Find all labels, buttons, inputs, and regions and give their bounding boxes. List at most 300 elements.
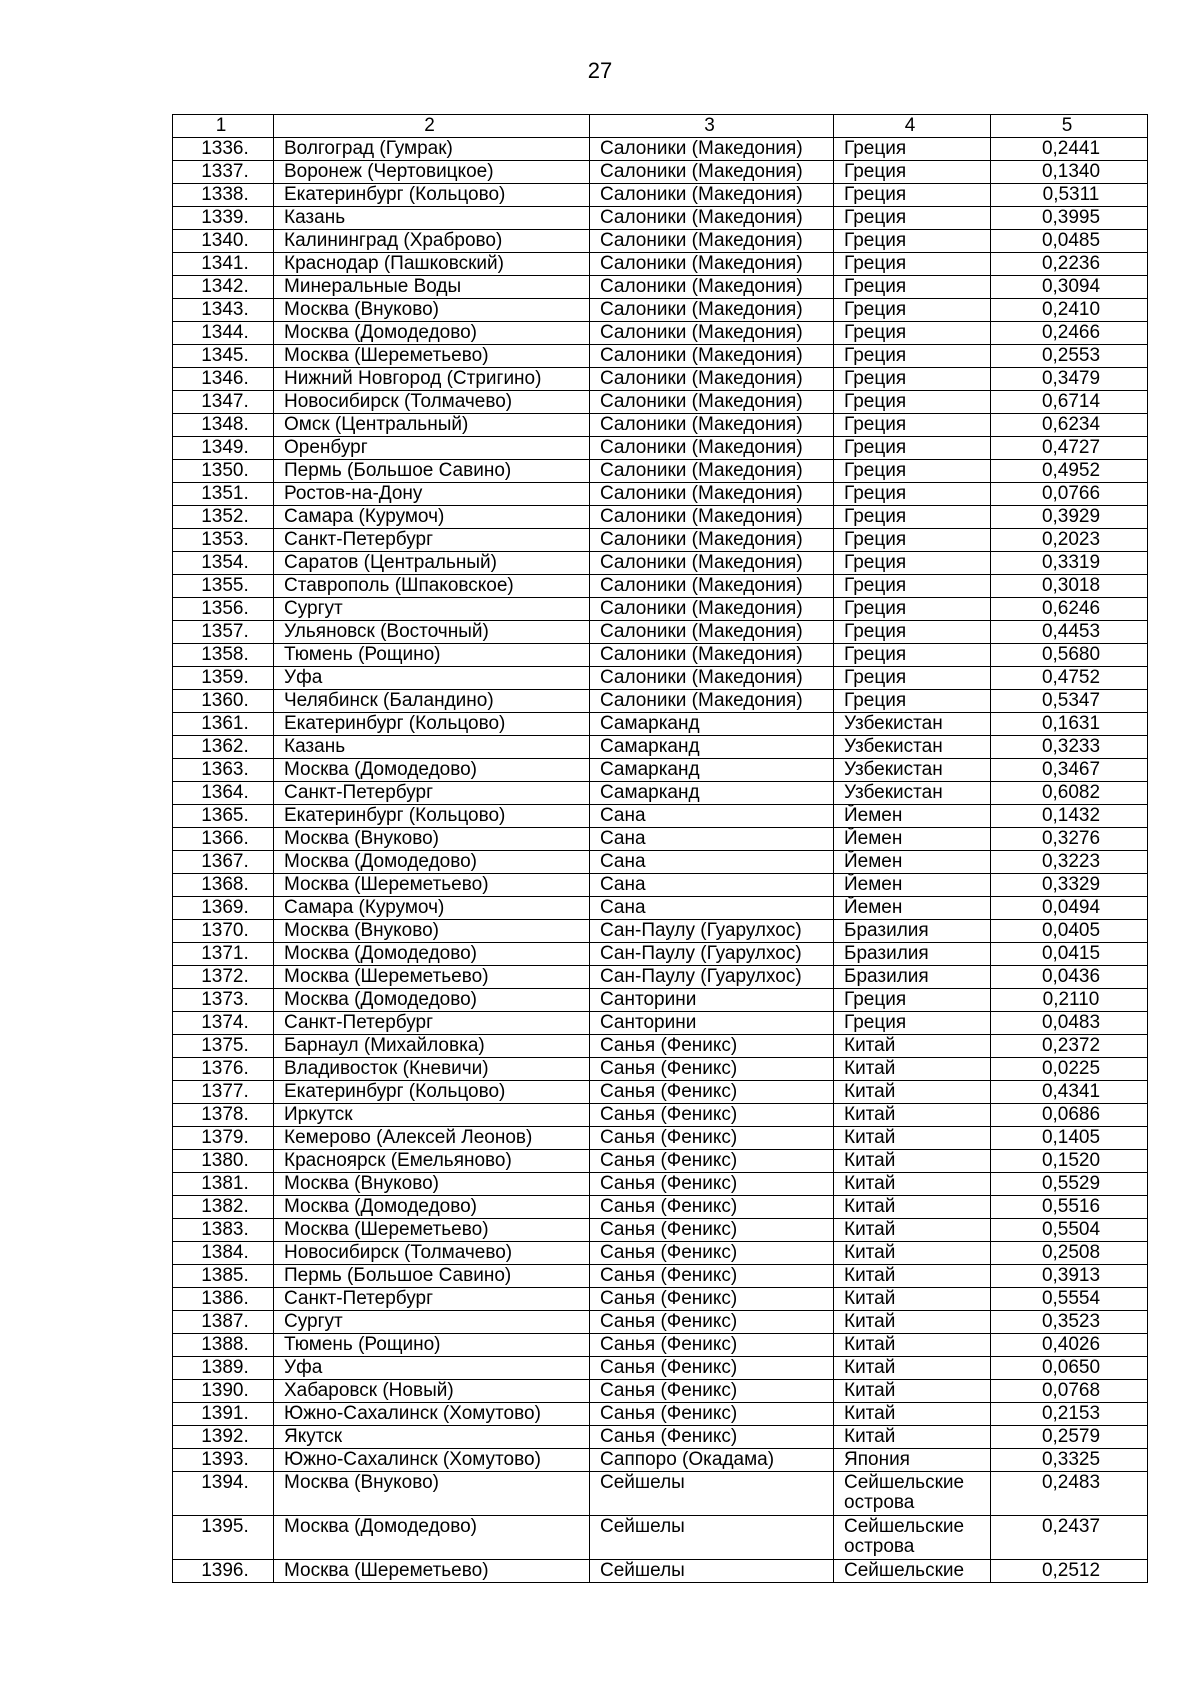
departure-airport-cell: Уфа: [274, 667, 590, 690]
destination-cell: Санья (Феникс): [590, 1311, 834, 1334]
row-number-cell: 1370.: [173, 920, 274, 943]
coefficient-cell: 0,1520: [991, 1150, 1148, 1173]
coefficient-cell: 0,4727: [991, 437, 1148, 460]
departure-airport-cell: Воронеж (Чертовицкое): [274, 161, 590, 184]
table-row: [173, 1426, 1148, 1449]
departure-airport-cell: Москва (Домодедово): [274, 989, 590, 1012]
coefficient-cell: 0,0405: [991, 920, 1148, 943]
departure-airport-cell: Москва (Шереметьево): [274, 874, 590, 897]
row-number-cell: 1349.: [173, 437, 274, 460]
destination-cell: Салоники (Македония): [590, 322, 834, 345]
country-cell: Греция: [834, 667, 991, 690]
row-number-cell: 1385.: [173, 1265, 274, 1288]
coefficient-cell: 0,0485: [991, 230, 1148, 253]
row-number-cell: 1363.: [173, 759, 274, 782]
country-cell: Греция: [834, 345, 991, 368]
destination-cell: Сан-Паулу (Гуарулхос): [590, 943, 834, 966]
coefficient-cell: 0,5311: [991, 184, 1148, 207]
departure-airport-cell: Пермь (Большое Савино): [274, 460, 590, 483]
destination-cell: Санья (Феникс): [590, 1058, 834, 1081]
row-number-cell: 1346.: [173, 368, 274, 391]
country-cell: Греция: [834, 391, 991, 414]
departure-airport-cell: Иркутск: [274, 1104, 590, 1127]
departure-airport-cell: Москва (Внуково): [274, 299, 590, 322]
destination-cell: Сан-Паулу (Гуарулхос): [590, 920, 834, 943]
destination-cell: Сана: [590, 851, 834, 874]
row-number-cell: 1341.: [173, 253, 274, 276]
coefficient-cell: 0,0483: [991, 1012, 1148, 1035]
row-number-cell: 1380.: [173, 1150, 274, 1173]
country-cell: Китай: [834, 1058, 991, 1081]
coefficient-cell: 0,4026: [991, 1334, 1148, 1357]
destination-cell: Сана: [590, 805, 834, 828]
country-cell: Греция: [834, 621, 991, 644]
table-row: [173, 1012, 1148, 1035]
coefficient-cell: 0,3319: [991, 552, 1148, 575]
country-cell: Греция: [834, 230, 991, 253]
destination-cell: Салоники (Македония): [590, 276, 834, 299]
table-row: [173, 207, 1148, 230]
country-cell: Греция: [834, 989, 991, 1012]
coefficient-cell: 0,3479: [991, 368, 1148, 391]
row-number-cell: 1345.: [173, 345, 274, 368]
destination-cell: Салоники (Македония): [590, 207, 834, 230]
destination-cell: Салоники (Македония): [590, 345, 834, 368]
coefficient-cell: 0,0415: [991, 943, 1148, 966]
departure-airport-cell: Ставрополь (Шпаковское): [274, 575, 590, 598]
coefficient-cell: 0,4341: [991, 1081, 1148, 1104]
country-cell: Китай: [834, 1426, 991, 1449]
destination-cell: Салоники (Македония): [590, 598, 834, 621]
coefficient-cell: 0,3929: [991, 506, 1148, 529]
destination-cell: Салоники (Македония): [590, 460, 834, 483]
row-number-cell: 1366.: [173, 828, 274, 851]
table-row: [173, 391, 1148, 414]
country-cell: Греция: [834, 161, 991, 184]
departure-airport-cell: Екатеринбург (Кольцово): [274, 1081, 590, 1104]
destination-cell: Салоники (Македония): [590, 138, 834, 161]
table-row: [173, 1288, 1148, 1311]
table-row: [173, 920, 1148, 943]
departure-airport-cell: Санкт-Петербург: [274, 1012, 590, 1035]
departure-airport-cell: Уфа: [274, 1357, 590, 1380]
destination-cell: Санья (Феникс): [590, 1081, 834, 1104]
country-cell: Сейшельские острова: [834, 1516, 991, 1560]
coefficient-cell: 0,2508: [991, 1242, 1148, 1265]
coefficient-cell: 0,2441: [991, 138, 1148, 161]
table-row: [173, 989, 1148, 1012]
row-number-cell: 1357.: [173, 621, 274, 644]
coefficient-cell: 0,5529: [991, 1173, 1148, 1196]
departure-airport-cell: Новосибирск (Толмачево): [274, 1242, 590, 1265]
destination-cell: Салоники (Македония): [590, 506, 834, 529]
coefficient-cell: 0,2153: [991, 1403, 1148, 1426]
row-number-cell: 1377.: [173, 1081, 274, 1104]
coefficient-cell: 0,0650: [991, 1357, 1148, 1380]
table-row: [173, 161, 1148, 184]
destination-cell: Салоники (Македония): [590, 230, 834, 253]
row-number-cell: 1342.: [173, 276, 274, 299]
destination-cell: Самарканд: [590, 736, 834, 759]
country-cell: Китай: [834, 1173, 991, 1196]
row-number-cell: 1396.: [173, 1560, 274, 1583]
destination-cell: Салоники (Македония): [590, 414, 834, 437]
departure-airport-cell: Москва (Домодедово): [274, 943, 590, 966]
country-cell: Греция: [834, 690, 991, 713]
coefficient-cell: 0,3995: [991, 207, 1148, 230]
destination-cell: Санья (Феникс): [590, 1219, 834, 1242]
country-cell: Китай: [834, 1081, 991, 1104]
destination-cell: Саппоро (Окадама): [590, 1449, 834, 1472]
table-row: [173, 736, 1148, 759]
table-row: [173, 1242, 1148, 1265]
country-cell: Китай: [834, 1104, 991, 1127]
country-cell: Греция: [834, 506, 991, 529]
departure-airport-cell: Ростов-на-Дону: [274, 483, 590, 506]
destination-cell: Салоники (Македония): [590, 621, 834, 644]
table-row: [173, 1516, 1148, 1560]
coefficient-cell: 0,3467: [991, 759, 1148, 782]
departure-airport-cell: Екатеринбург (Кольцово): [274, 805, 590, 828]
country-cell: Йемен: [834, 851, 991, 874]
departure-airport-cell: Москва (Шереметьево): [274, 1219, 590, 1242]
header-col-3: 3: [590, 115, 834, 138]
coefficient-cell: 0,1631: [991, 713, 1148, 736]
destination-cell: Санья (Феникс): [590, 1288, 834, 1311]
country-cell: Узбекистан: [834, 759, 991, 782]
country-cell: Китай: [834, 1150, 991, 1173]
row-number-cell: 1388.: [173, 1334, 274, 1357]
row-number-cell: 1348.: [173, 414, 274, 437]
row-number-cell: 1375.: [173, 1035, 274, 1058]
coefficient-cell: 0,3233: [991, 736, 1148, 759]
destination-cell: Санья (Феникс): [590, 1380, 834, 1403]
row-number-cell: 1390.: [173, 1380, 274, 1403]
table-row: [173, 138, 1148, 161]
country-cell: Греция: [834, 460, 991, 483]
coefficient-cell: 0,6246: [991, 598, 1148, 621]
departure-airport-cell: Барнаул (Михайловка): [274, 1035, 590, 1058]
row-number-cell: 1379.: [173, 1127, 274, 1150]
table-row: [173, 1196, 1148, 1219]
header-col-1: 1: [173, 115, 274, 138]
row-number-cell: 1360.: [173, 690, 274, 713]
departure-airport-cell: Якутск: [274, 1426, 590, 1449]
row-number-cell: 1378.: [173, 1104, 274, 1127]
header-col-4: 4: [834, 115, 991, 138]
departure-airport-cell: Москва (Шереметьево): [274, 345, 590, 368]
table-row: [173, 1265, 1148, 1288]
table-row: [173, 230, 1148, 253]
table-row: [173, 828, 1148, 851]
row-number-cell: 1376.: [173, 1058, 274, 1081]
header-col-2: 2: [274, 115, 590, 138]
destination-cell: Сана: [590, 874, 834, 897]
departure-airport-cell: Сургут: [274, 598, 590, 621]
destination-cell: Санья (Феникс): [590, 1127, 834, 1150]
departure-airport-cell: Волгоград (Гумрак): [274, 138, 590, 161]
departure-airport-cell: Москва (Домодедово): [274, 1196, 590, 1219]
destination-cell: Санторини: [590, 989, 834, 1012]
table-row: [173, 782, 1148, 805]
table-row: [173, 966, 1148, 989]
table-row: [173, 874, 1148, 897]
row-number-cell: 1365.: [173, 805, 274, 828]
row-number-cell: 1336.: [173, 138, 274, 161]
departure-airport-cell: Краснодар (Пашковский): [274, 253, 590, 276]
table-row: [173, 1081, 1148, 1104]
table-row: [173, 1380, 1148, 1403]
table-row: [173, 253, 1148, 276]
coefficient-cell: 0,6714: [991, 391, 1148, 414]
departure-airport-cell: Самара (Курумоч): [274, 897, 590, 920]
table-row: [173, 368, 1148, 391]
coefficient-cell: 0,2437: [991, 1516, 1148, 1560]
country-cell: Греция: [834, 552, 991, 575]
departure-airport-cell: Нижний Новгород (Стригино): [274, 368, 590, 391]
destination-cell: Салоники (Македония): [590, 253, 834, 276]
row-number-cell: 1384.: [173, 1242, 274, 1265]
coefficient-cell: 0,6234: [991, 414, 1148, 437]
departure-airport-cell: Москва (Внуково): [274, 1472, 590, 1516]
destination-cell: Сейшелы: [590, 1472, 834, 1516]
destination-cell: Санторини: [590, 1012, 834, 1035]
departure-airport-cell: Южно-Сахалинск (Хомутово): [274, 1403, 590, 1426]
country-cell: Китай: [834, 1288, 991, 1311]
departure-airport-cell: Саратов (Центральный): [274, 552, 590, 575]
coefficient-cell: 0,6082: [991, 782, 1148, 805]
coefficient-cell: 0,4453: [991, 621, 1148, 644]
table-row: [173, 575, 1148, 598]
destination-cell: Самарканд: [590, 713, 834, 736]
country-cell: Бразилия: [834, 966, 991, 989]
row-number-cell: 1372.: [173, 966, 274, 989]
coefficient-cell: 0,4752: [991, 667, 1148, 690]
destination-cell: Салоники (Македония): [590, 161, 834, 184]
departure-airport-cell: Москва (Домодедово): [274, 322, 590, 345]
country-cell: Греция: [834, 322, 991, 345]
country-cell: Греция: [834, 138, 991, 161]
coefficient-cell: 0,1405: [991, 1127, 1148, 1150]
table-row: [173, 1127, 1148, 1150]
table-row: [173, 667, 1148, 690]
coefficient-cell: 0,0766: [991, 483, 1148, 506]
departure-airport-cell: Москва (Внуково): [274, 1173, 590, 1196]
table-row: [173, 897, 1148, 920]
departure-airport-cell: Кемерово (Алексей Леонов): [274, 1127, 590, 1150]
row-number-cell: 1393.: [173, 1449, 274, 1472]
country-cell: Китай: [834, 1242, 991, 1265]
country-cell: Китай: [834, 1127, 991, 1150]
table-row: [173, 1219, 1148, 1242]
row-number-cell: 1350.: [173, 460, 274, 483]
table-row: [173, 414, 1148, 437]
destination-cell: Санья (Феникс): [590, 1357, 834, 1380]
row-number-cell: 1392.: [173, 1426, 274, 1449]
table-row: [173, 690, 1148, 713]
table-row: [173, 1472, 1148, 1516]
row-number-cell: 1355.: [173, 575, 274, 598]
coefficient-cell: 0,5347: [991, 690, 1148, 713]
row-number-cell: 1369.: [173, 897, 274, 920]
country-cell: Япония: [834, 1449, 991, 1472]
departure-airport-cell: Москва (Домодедово): [274, 1516, 590, 1560]
row-number-cell: 1343.: [173, 299, 274, 322]
coefficient-cell: 0,3223: [991, 851, 1148, 874]
row-number-cell: 1354.: [173, 552, 274, 575]
departure-airport-cell: Тюмень (Рощино): [274, 1334, 590, 1357]
departure-airport-cell: Москва (Внуково): [274, 920, 590, 943]
departure-airport-cell: Тюмень (Рощино): [274, 644, 590, 667]
country-cell: Греция: [834, 368, 991, 391]
coefficient-cell: 0,4952: [991, 460, 1148, 483]
country-cell: Йемен: [834, 874, 991, 897]
destination-cell: Салоники (Македония): [590, 667, 834, 690]
country-cell: Китай: [834, 1380, 991, 1403]
coefficient-cell: 0,0768: [991, 1380, 1148, 1403]
country-cell: Китай: [834, 1334, 991, 1357]
destination-cell: Сан-Паулу (Гуарулхос): [590, 966, 834, 989]
departure-airport-cell: Казань: [274, 207, 590, 230]
row-number-cell: 1389.: [173, 1357, 274, 1380]
coefficient-cell: 0,2483: [991, 1472, 1148, 1516]
departure-airport-cell: Москва (Шереметьево): [274, 966, 590, 989]
page-number: 27: [587, 58, 613, 83]
country-cell: Греция: [834, 184, 991, 207]
table-row: [173, 483, 1148, 506]
coefficient-cell: 0,5504: [991, 1219, 1148, 1242]
departure-airport-cell: Екатеринбург (Кольцово): [274, 184, 590, 207]
coefficient-cell: 0,1432: [991, 805, 1148, 828]
country-cell: Греция: [834, 529, 991, 552]
departure-airport-cell: Самара (Курумоч): [274, 506, 590, 529]
table-row: [173, 1357, 1148, 1380]
coefficient-cell: 0,2110: [991, 989, 1148, 1012]
table-row: [173, 621, 1148, 644]
departure-airport-cell: Новосибирск (Толмачево): [274, 391, 590, 414]
row-number-cell: 1353.: [173, 529, 274, 552]
country-cell: Греция: [834, 1012, 991, 1035]
destination-cell: Санья (Феникс): [590, 1150, 834, 1173]
table-row: [173, 1173, 1148, 1196]
header-col-5: 5: [991, 115, 1148, 138]
destination-cell: Санья (Феникс): [590, 1196, 834, 1219]
destination-cell: Самарканд: [590, 782, 834, 805]
country-cell: Йемен: [834, 897, 991, 920]
country-cell: Греция: [834, 207, 991, 230]
country-cell: Узбекистан: [834, 782, 991, 805]
table-row: [173, 1560, 1148, 1583]
departure-airport-cell: Екатеринбург (Кольцово): [274, 713, 590, 736]
table-row: [173, 1035, 1148, 1058]
coefficient-cell: 0,2410: [991, 299, 1148, 322]
row-number-cell: 1391.: [173, 1403, 274, 1426]
country-cell: Китай: [834, 1219, 991, 1242]
country-cell: Греция: [834, 276, 991, 299]
coefficient-cell: 0,3325: [991, 1449, 1148, 1472]
departure-airport-cell: Ульяновск (Восточный): [274, 621, 590, 644]
row-number-cell: 1387.: [173, 1311, 274, 1334]
country-cell: Греция: [834, 598, 991, 621]
destination-cell: Салоники (Македония): [590, 529, 834, 552]
row-number-cell: 1338.: [173, 184, 274, 207]
table-row: [173, 1334, 1148, 1357]
table-row: [173, 1058, 1148, 1081]
coefficient-cell: 0,3094: [991, 276, 1148, 299]
destination-cell: Санья (Феникс): [590, 1265, 834, 1288]
table-row: [173, 552, 1148, 575]
destination-cell: Салоники (Македония): [590, 483, 834, 506]
row-number-cell: 1364.: [173, 782, 274, 805]
country-cell: Китай: [834, 1265, 991, 1288]
country-cell: Узбекистан: [834, 713, 991, 736]
departure-airport-cell: Красноярск (Емельяново): [274, 1150, 590, 1173]
table-row: [173, 805, 1148, 828]
row-number-cell: 1374.: [173, 1012, 274, 1035]
row-number-cell: 1395.: [173, 1516, 274, 1560]
table-row: [173, 460, 1148, 483]
row-number-cell: 1371.: [173, 943, 274, 966]
departure-airport-cell: Оренбург: [274, 437, 590, 460]
coefficient-cell: 0,0494: [991, 897, 1148, 920]
destination-cell: Салоники (Македония): [590, 184, 834, 207]
departure-airport-cell: Челябинск (Баландино): [274, 690, 590, 713]
row-number-cell: 1358.: [173, 644, 274, 667]
table-row: [173, 851, 1148, 874]
country-cell: Греция: [834, 644, 991, 667]
coefficient-cell: 0,0225: [991, 1058, 1148, 1081]
departure-airport-cell: Хабаровск (Новый): [274, 1380, 590, 1403]
row-number-cell: 1344.: [173, 322, 274, 345]
destination-cell: Санья (Феникс): [590, 1104, 834, 1127]
country-cell: Греция: [834, 575, 991, 598]
coefficient-cell: 0,2553: [991, 345, 1148, 368]
row-number-cell: 1394.: [173, 1472, 274, 1516]
coefficient-cell: 0,2579: [991, 1426, 1148, 1449]
table-row: [173, 322, 1148, 345]
coefficient-cell: 0,2466: [991, 322, 1148, 345]
country-cell: Сейшельские: [834, 1560, 991, 1583]
destination-cell: Санья (Феникс): [590, 1173, 834, 1196]
destination-cell: Санья (Феникс): [590, 1334, 834, 1357]
table-row: [173, 506, 1148, 529]
coefficient-cell: 0,2023: [991, 529, 1148, 552]
coefficient-cell: 0,2236: [991, 253, 1148, 276]
row-number-cell: 1362.: [173, 736, 274, 759]
row-number-cell: 1361.: [173, 713, 274, 736]
departure-airport-cell: Москва (Внуково): [274, 828, 590, 851]
coefficient-cell: 0,5516: [991, 1196, 1148, 1219]
table-row: [173, 299, 1148, 322]
row-number-cell: 1347.: [173, 391, 274, 414]
table-row: [173, 1150, 1148, 1173]
row-number-cell: 1367.: [173, 851, 274, 874]
destination-cell: Салоники (Македония): [590, 575, 834, 598]
departure-airport-cell: Санкт-Петербург: [274, 529, 590, 552]
table-row: [173, 437, 1148, 460]
coefficient-cell: 0,0436: [991, 966, 1148, 989]
routes-table: [172, 114, 1148, 1583]
table-row: [173, 759, 1148, 782]
departure-airport-cell: Москва (Домодедово): [274, 851, 590, 874]
country-cell: Бразилия: [834, 943, 991, 966]
coefficient-cell: 0,5680: [991, 644, 1148, 667]
country-cell: Китай: [834, 1403, 991, 1426]
country-cell: Йемен: [834, 805, 991, 828]
departure-airport-cell: Санкт-Петербург: [274, 782, 590, 805]
destination-cell: Сана: [590, 828, 834, 851]
destination-cell: Санья (Феникс): [590, 1403, 834, 1426]
